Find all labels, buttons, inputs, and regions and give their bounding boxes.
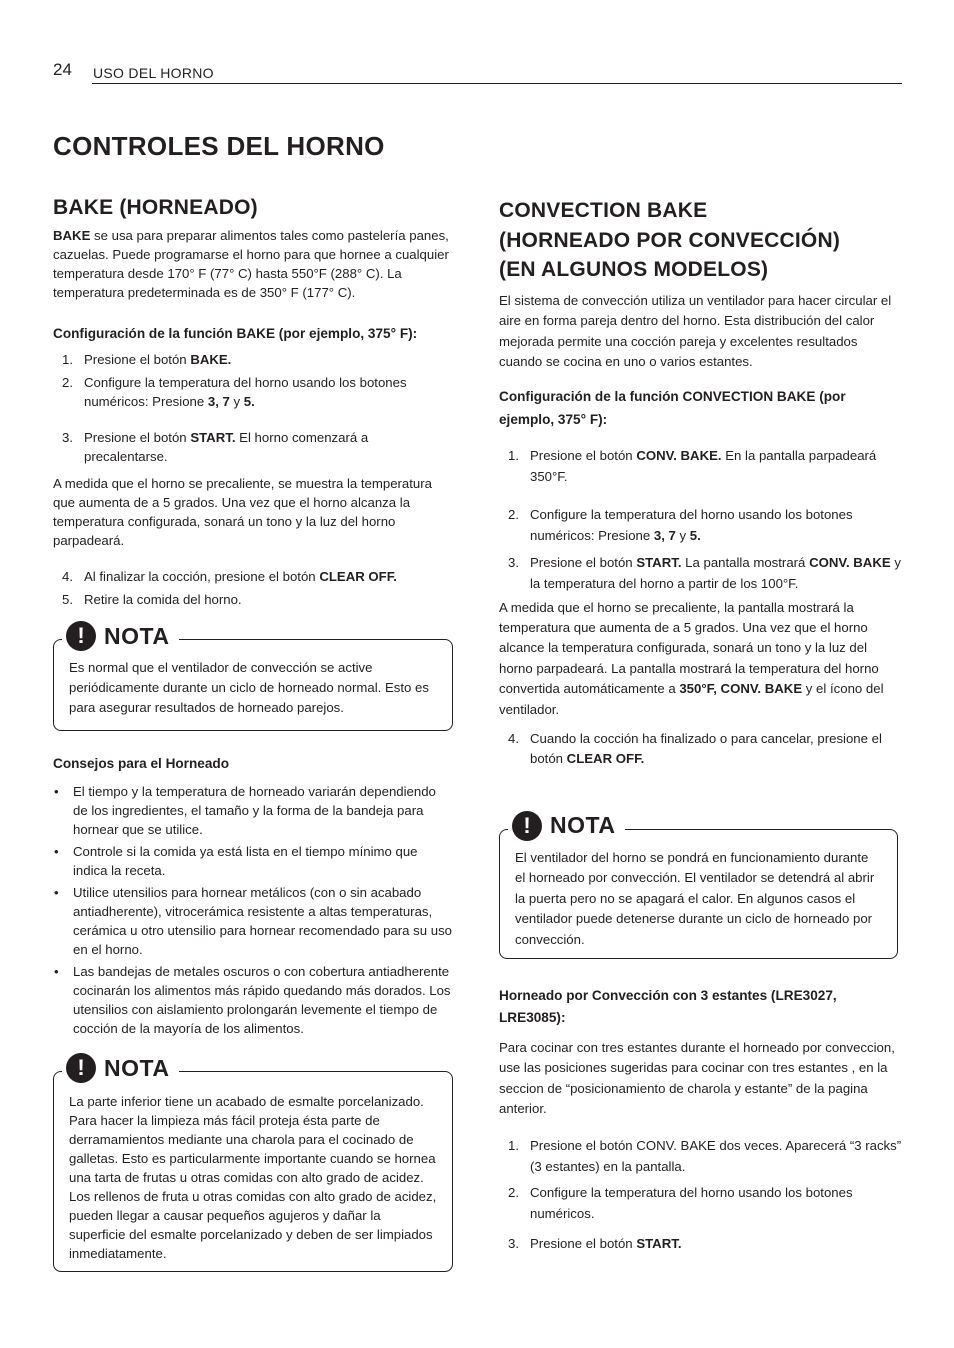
paragraph-text: A medida que el horno se precaliente, la pantalla mostrará la temperatura que aumenta de a 5 grados. Una vez que el horno alcance la temperatura configurada, sonará un tono y la luz del horno parpadeará. La pantalla mostrará la temperatura del horno convertida automáticamente a [499, 599, 879, 697]
heading-line: (HORNEADO POR CONVECCIÓN) [499, 228, 841, 252]
step-text: Presione el botón [530, 554, 637, 570]
convection-step-4: 4. Cuando la cocción ha finalizado o para cancelar, presione el botón CLEAR OFF. [508, 730, 882, 766]
convection-step-3: 3. Presione el botón START. La pantalla mostrará CONV. BAKE y la temperatura del horno a partir de los 100°F. [508, 554, 901, 591]
three-rack-step-2: 2. Configure la temperatura del horno usando los botones numéricos. [508, 1184, 853, 1221]
note-text: Es normal que el ventilador de convección se active periódicamente durante un ciclo de horneado normal. Esto es para asegurar resultados de horneado parejos. [69, 660, 429, 715]
convection-step-1: 1. Presione el botón CONV. BAKE. En la pantalla parpadeará 350°F. [508, 447, 877, 484]
step-text: Retire la comida del horno. [84, 592, 242, 607]
step-bold: 3, 7 [207, 394, 230, 409]
step-text: Configure la temperatura del horno usando los botones numéricos: Presione [84, 375, 407, 409]
left-column [53, 193, 453, 1272]
bake-steps [53, 350, 453, 466]
step-text: En la pantalla parpadeará 350°F. [530, 447, 877, 484]
note-text: La parte inferior tiene un acabado de esmalte porcelanizado. Para hacer la limpieza más fácil proteja ésta parte de derramamientos mediante una charola para el cocinado de galletas. Esto es particularmente importante cuando se hornea una tarta de frutas u otras comidas con alto grado de acidez. Los rellenos de fruta u otras comidas con alto grado de acidez, pueden llegar a causar pequeños agujeros y dañar la superficie del esmalte porcelanizado y deben de ser limpiados inmediatamente. [69, 1094, 437, 1261]
step-bold: 3, 7 [653, 527, 676, 543]
step-text: y [675, 527, 690, 543]
bake-intro-text: se usa para preparar alimentos tales como pastelería panes, cazuelas. Puede programarse el horno para que hornee a cualquier temperatura desde 170° F (77° C) hasta 550°F (288° C). La temperatura predeterminada es de 350° F (177° C). [53, 228, 449, 300]
bake-heading: BAKE (HORNEADO) [53, 196, 258, 219]
step-text: Configure la temperatura del horno usando los botones numéricos: Presione [530, 506, 853, 543]
step-text: El horno comenzará a precalentarse. [84, 430, 369, 464]
note-box-3 [499, 812, 898, 959]
step-bold: BAKE. [190, 352, 232, 367]
three-rack-step-1: 1. Presione el botón CONV. BAKE dos veces. Aparecerá “3 racks” (3 estantes) en la pantalla. [508, 1137, 902, 1174]
paragraph-text: y el ícono del ventilador. [499, 681, 884, 717]
bake-step-1: 1. Presione el botón BAKE. [62, 352, 232, 367]
bake-step-5: 5. Retire la comida del horno. [62, 592, 242, 607]
tips-heading: Consejos para el Horneado [53, 756, 230, 771]
exclamation-icon: ! [512, 811, 542, 841]
three-rack-steps [499, 1135, 904, 1254]
convection-intro: El sistema de convección utiliza un ventilador para hacer circular el aire en forma pareja dentro del horno. Esta distribución del calor mejorada permite una cocción pareja y excelentes resultados cuando se cocina en uno o varios estantes. [499, 292, 892, 369]
step-bold: 5. [689, 527, 701, 543]
tips-list [53, 782, 453, 1038]
step-text: Presione el botón [84, 352, 191, 367]
bake-steps-cont [53, 567, 453, 609]
bake-step-4: 4. Al finalizar la cocción, presione el botón CLEAR OFF. [62, 569, 397, 584]
step-text: y la temperatura del horno a partir de los 100°F. [530, 554, 901, 591]
exclamation-icon: ! [66, 1053, 96, 1083]
three-rack-heading: Horneado por Convección con 3 estantes (LRE3027, LRE3085): [499, 987, 837, 1025]
right-column [499, 196, 904, 1258]
page-number: 24 [53, 60, 72, 79]
exclamation-icon: ! [66, 621, 96, 651]
step-text: Al finalizar la cocción, presione el botón [84, 569, 320, 584]
step-bold: START. [636, 554, 682, 570]
bake-intro-bold: BAKE [53, 228, 91, 243]
note-label: NOTA [550, 812, 616, 839]
running-header: USO DEL HORNO [93, 65, 214, 81]
note-label: NOTA [104, 1054, 170, 1081]
step-bold: CONV. BAKE [809, 554, 891, 570]
step-bold: CONV. BAKE. [636, 447, 722, 463]
convection-preheat [499, 598, 904, 720]
note-box-2 [53, 1054, 453, 1272]
step-text: La pantalla mostrará [681, 554, 810, 570]
tip-item: • Las bandejas de metales oscuros o con cobertura antiadherente cocinarán los alimentos más rápido quedando más dorados. Los utensilios con aislamiento prolongarán levemente el tiempo de cocción de la mayoría de los alimentos. [53, 962, 453, 1038]
convection-heading [499, 196, 904, 285]
step-bold: START. [190, 430, 236, 445]
note-header [508, 811, 625, 841]
bake-step-3: 3. Presione el botón START. El horno comenzará a precalentarse. [62, 430, 369, 464]
step-text: Presione el botón [530, 1235, 637, 1251]
convection-steps [499, 445, 904, 594]
heading-line: CONVECTION BAKE [499, 199, 708, 222]
three-rack-step-3: 3. Presione el botón START. [508, 1235, 682, 1251]
convection-config-heading: Configuración de la función CONVECTION BAKE (por ejemplo, 375° F): [499, 388, 846, 427]
step-text: Presione el botón [530, 447, 637, 463]
note-header [62, 621, 179, 651]
heading-line: (EN ALGUNOS MODELOS) [499, 258, 769, 281]
header-divider [92, 83, 902, 84]
step-text: Configure la temperatura del horno usando los botones numéricos. [530, 1184, 853, 1221]
page-title: CONTROLES DEL HORNO [53, 131, 385, 161]
bake-intro [53, 226, 453, 302]
convection-step-2: 2. Configure la temperatura del horno usando los botones numéricos: Presione 3, 7 y 5. [508, 506, 853, 543]
note-label: NOTA [104, 622, 170, 649]
step-bold: CLEAR OFF. [566, 750, 645, 766]
paragraph-bold: 350°F, CONV. BAKE [679, 681, 803, 697]
bake-config-heading: Configuración de la función BAKE (por ejemplo, 375° F): [53, 326, 418, 341]
note-header [62, 1053, 179, 1083]
step-bold: START. [636, 1235, 682, 1251]
note-text: El ventilador del horno se pondrá en funcionamiento durante el horneado por convección. El ventilador se detendrá al abrir la puerta pero no se apagará el calor. En algunos casos el ventilador puede detenerse durante un ciclo de horneado por convección. [515, 849, 875, 947]
bake-preheat-text: A medida que el horno se precaliente, se muestra la temperatura que aumenta de a 5 grados. Una vez que el horno alcanza la temperatura configurada, sonará un tono y la luz del horno parpadeará. [53, 476, 432, 548]
tip-item: • Controle si la comida ya está lista en el tiempo mínimo que indica la receta. [53, 842, 453, 880]
convection-steps-cont [499, 729, 904, 769]
three-rack-intro: Para cocinar con tres estantes durante el horneado por conveccion, use las posiciones sugeridas para cocinar con tres estantes , en la seccion de “posicionamiento de charola y estante” de la pagina anterior. [499, 1039, 895, 1117]
step-text: Presione el botón CONV. BAKE dos veces. Aparecerá “3 racks” (3 estantes) en la pantalla. [530, 1137, 902, 1174]
step-text: Presione el botón [84, 430, 191, 445]
tip-item: • El tiempo y la temperatura de horneado variarán dependiendo de los ingredientes, el tamaño y la forma de la bandeja para hornear que se utilice. [53, 782, 453, 839]
bake-step-2: 2. Configure la temperatura del horno usando los botones numéricos: Presione 3, 7 y 5. [62, 375, 407, 409]
tip-item: • Utilice utensilios para hornear metálicos (con o sin acabado antiadherente), vitrocerámica resistente a altas temperaturas, cerámica u otro utensilio para hornear recomendado para su uso en el horno. [53, 883, 453, 959]
step-bold: CLEAR OFF. [319, 569, 397, 584]
step-text: Cuando la cocción ha finalizado o para cancelar, presione el botón [530, 730, 882, 766]
step-bold: 5. [243, 394, 255, 409]
step-text: y [229, 394, 244, 409]
note-box-1 [53, 622, 453, 731]
